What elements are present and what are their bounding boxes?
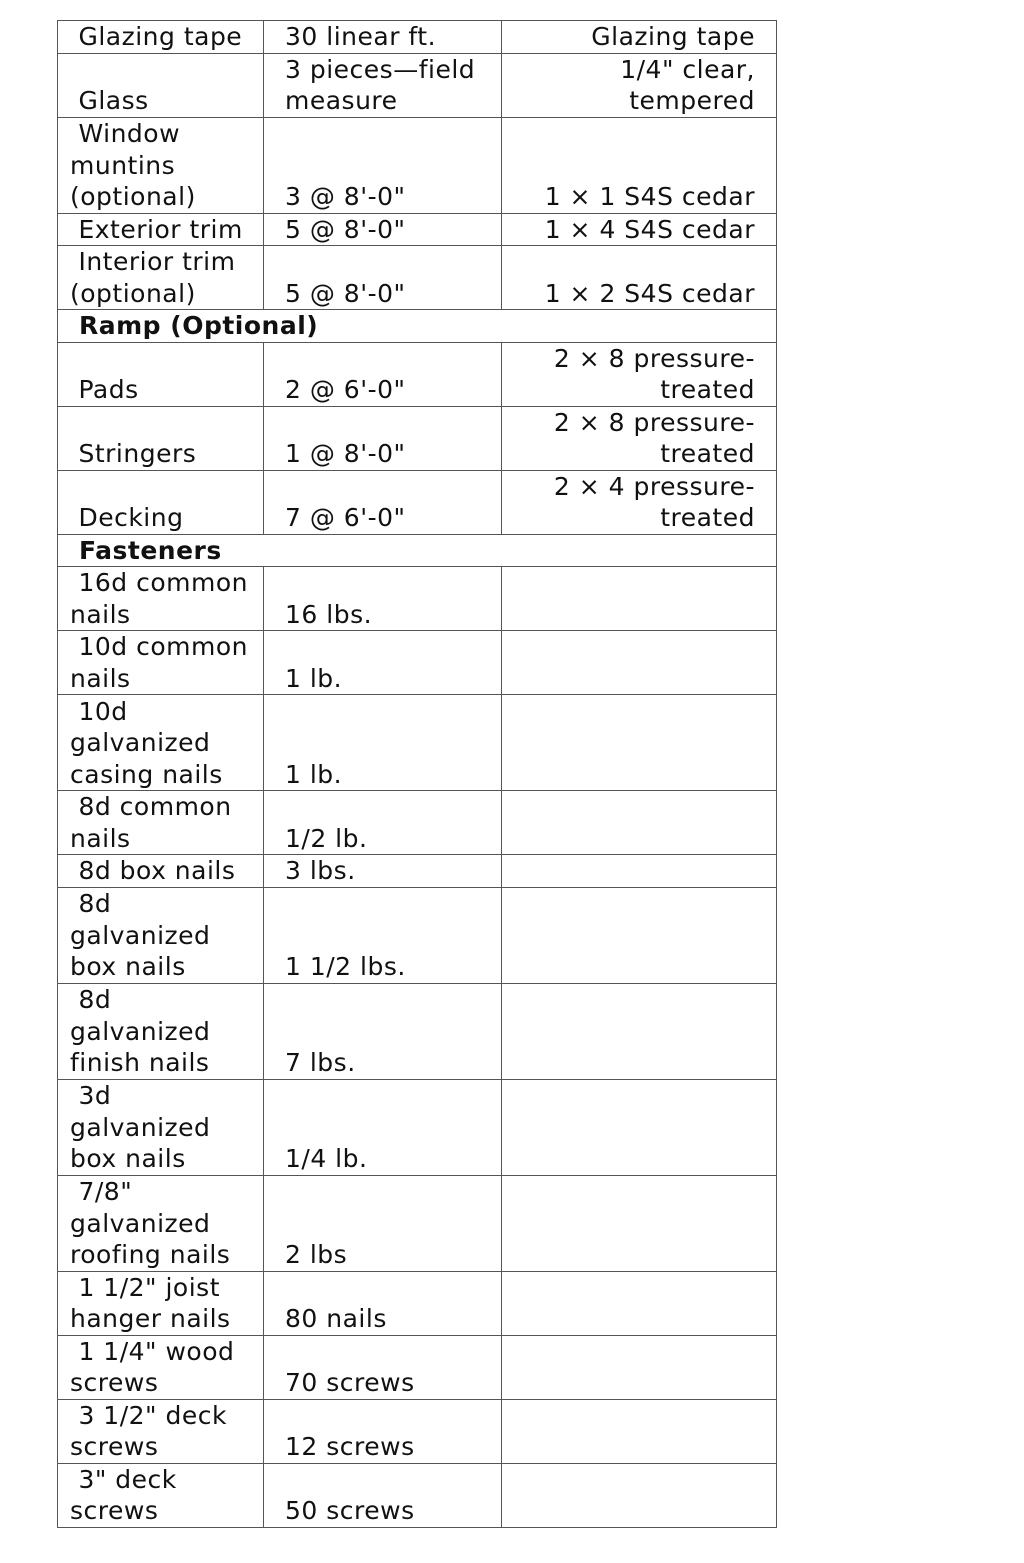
description-cell [502, 1271, 777, 1335]
description-cell [502, 791, 777, 855]
description-cell [502, 695, 777, 791]
quantity-cell: 3 @ 8'-0" [264, 117, 502, 213]
item-name-cell: 8d box nails [58, 855, 264, 888]
quantity-cell: 80 nails [264, 1271, 502, 1335]
item-name-cell: 1 1/2" joist hanger nails [58, 1271, 264, 1335]
description-cell [502, 1335, 777, 1399]
item-name-cell: 8d galvanized finish nails [58, 983, 264, 1079]
section-heading-row [58, 310, 777, 343]
quantity-cell: 1/4 lb. [264, 1079, 502, 1175]
item-name-cell: 3 1/2" deck screws [58, 1399, 264, 1463]
table-row [58, 791, 777, 855]
quantity-cell: 3 lbs. [264, 855, 502, 888]
section-heading: Ramp (Optional) [58, 310, 777, 343]
materials-table-body [58, 21, 777, 1528]
quantity-cell: 7 lbs. [264, 983, 502, 1079]
section-heading: Fasteners [58, 534, 777, 567]
item-name-cell: Pads [58, 342, 264, 406]
description-cell [502, 1079, 777, 1175]
description-cell: 1 × 1 S4S cedar [502, 117, 777, 213]
table-row [58, 246, 777, 310]
quantity-cell: 5 @ 8'-0" [264, 246, 502, 310]
item-name-cell: 7/8" galvanized roofing nails [58, 1175, 264, 1271]
description-cell: 1/4" clear, tempered [502, 53, 777, 117]
quantity-cell: 3 pieces—field measure [264, 53, 502, 117]
quantity-cell: 2 lbs [264, 1175, 502, 1271]
item-name-cell: 16d common nails [58, 567, 264, 631]
description-cell: 1 × 4 S4S cedar [502, 213, 777, 246]
quantity-cell: 16 lbs. [264, 567, 502, 631]
description-cell [502, 631, 777, 695]
description-cell [502, 567, 777, 631]
table-row [58, 117, 777, 213]
quantity-cell: 30 linear ft. [264, 21, 502, 54]
item-name-cell: 10d common nails [58, 631, 264, 695]
table-row [58, 1175, 777, 1271]
table-row [58, 53, 777, 117]
quantity-cell: 1 lb. [264, 695, 502, 791]
table-row [58, 695, 777, 791]
item-name-cell: 8d galvanized box nails [58, 887, 264, 983]
table-row [58, 406, 777, 470]
item-name-cell: Interior trim (optional) [58, 246, 264, 310]
table-row [58, 1271, 777, 1335]
description-cell: Glazing tape [502, 21, 777, 54]
table-row [58, 983, 777, 1079]
quantity-cell: 12 screws [264, 1399, 502, 1463]
quantity-cell: 1/2 lb. [264, 791, 502, 855]
quantity-cell: 1 lb. [264, 631, 502, 695]
description-cell: 1 × 2 S4S cedar [502, 246, 777, 310]
table-row [58, 567, 777, 631]
table-row [58, 1399, 777, 1463]
quantity-cell: 2 @ 6'-0" [264, 342, 502, 406]
description-cell [502, 887, 777, 983]
description-cell [502, 983, 777, 1079]
materials-table [57, 20, 777, 1528]
item-name-cell: Glass [58, 53, 264, 117]
item-name-cell: 3" deck screws [58, 1463, 264, 1527]
description-cell [502, 1399, 777, 1463]
quantity-cell: 5 @ 8'-0" [264, 213, 502, 246]
table-row [58, 631, 777, 695]
item-name-cell: 1 1/4" wood screws [58, 1335, 264, 1399]
quantity-cell: 7 @ 6'-0" [264, 470, 502, 534]
item-name-cell: Exterior trim [58, 213, 264, 246]
section-heading-row [58, 534, 777, 567]
table-row [58, 470, 777, 534]
item-name-cell: Stringers [58, 406, 264, 470]
quantity-cell: 50 screws [264, 1463, 502, 1527]
item-name-cell: 3d galvanized box nails [58, 1079, 264, 1175]
table-row [58, 887, 777, 983]
quantity-cell: 1 1/2 lbs. [264, 887, 502, 983]
description-cell [502, 1463, 777, 1527]
table-row [58, 1335, 777, 1399]
description-cell: 2 × 8 pressure-treated [502, 406, 777, 470]
description-cell [502, 855, 777, 888]
description-cell: 2 × 4 pressure-treated [502, 470, 777, 534]
table-row [58, 855, 777, 888]
item-name-cell: Glazing tape [58, 21, 264, 54]
quantity-cell: 1 @ 8'-0" [264, 406, 502, 470]
description-cell [502, 1175, 777, 1271]
description-cell: 2 × 8 pressure-treated [502, 342, 777, 406]
table-row [58, 1463, 777, 1527]
item-name-cell: Decking [58, 470, 264, 534]
item-name-cell: 8d common nails [58, 791, 264, 855]
item-name-cell: Window muntins (optional) [58, 117, 264, 213]
item-name-cell: 10d galvanized casing nails [58, 695, 264, 791]
quantity-cell: 70 screws [264, 1335, 502, 1399]
table-row [58, 342, 777, 406]
table-row [58, 21, 777, 54]
table-row [58, 213, 777, 246]
table-row [58, 1079, 777, 1175]
